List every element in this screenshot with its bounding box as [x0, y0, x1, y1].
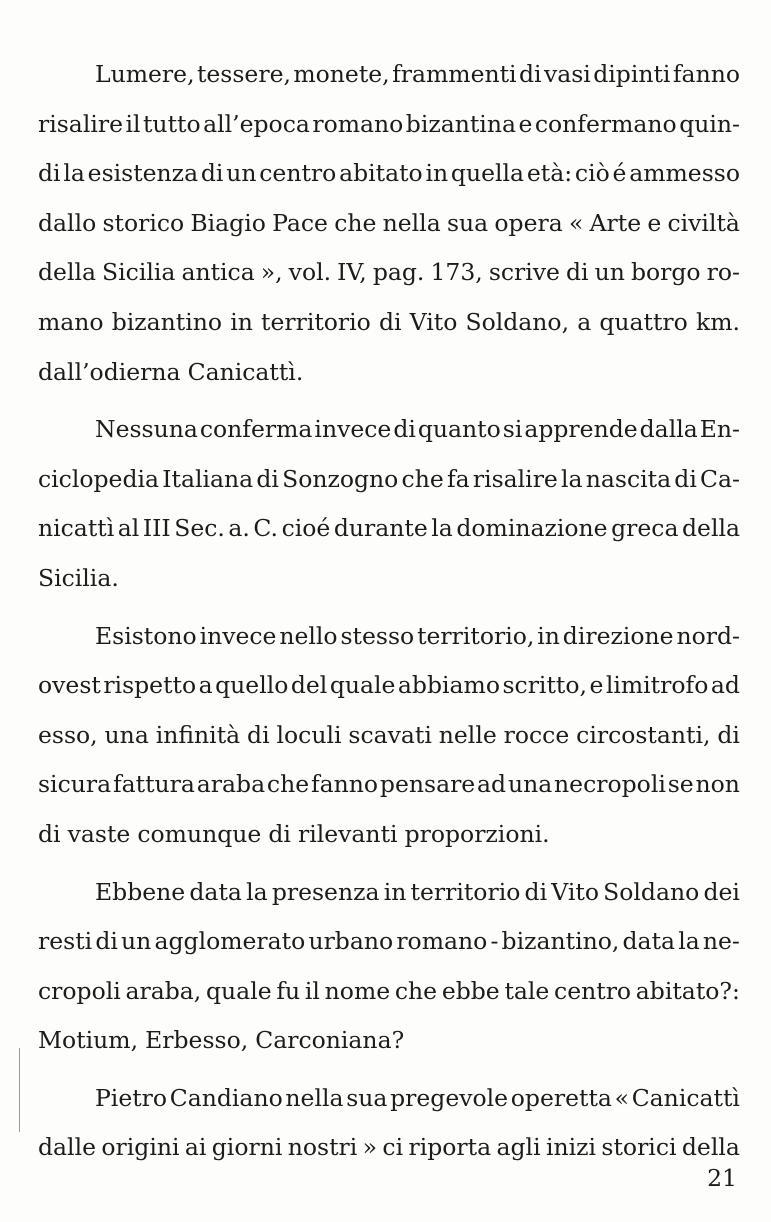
- text-line: ciclopedia Italiana di Sonzogno che fa risalire la nascita di Ca-: [38, 464, 740, 493]
- text-line: risalire il tutto all’epoca romano bizantina e confermano quin-: [38, 109, 740, 138]
- text-line: Lumere, tessere, monete, frammenti di vasi dipinti fanno: [95, 60, 740, 88]
- text-line: sicura fattura araba che fanno pensare ad una necropoli se non: [38, 770, 740, 799]
- paragraph: [38, 612, 740, 860]
- text-line: Ebbene data la presenza in territorio di Vito Soldano dei: [95, 877, 740, 906]
- text-line: dall’odierna Canicattì.: [38, 357, 304, 386]
- scan-edge-mark: [19, 1048, 20, 1132]
- text-line: cropoli araba, quale fu il nome che ebbe tale centro abitato?:: [38, 976, 740, 1005]
- text-line: di la esistenza di un centro abitato in quella età: ciò é ammesso: [38, 159, 740, 188]
- paragraph: [38, 405, 740, 603]
- text-line: Pietro Candiano nella sua pregevole operetta « Canicattì: [95, 1083, 740, 1112]
- text-line: mano bizantino in territorio di Vito Soldano, a quattro km.: [38, 307, 740, 336]
- text-line: Motium, Erbesso, Carconiana?: [38, 1026, 405, 1055]
- paragraph: [38, 868, 740, 1066]
- paragraph: [38, 1074, 740, 1173]
- text-line: di vaste comunque di rilevanti proporzioni.: [38, 819, 550, 848]
- paragraph: [38, 50, 740, 397]
- text-line: esso, una infinità di loculi scavati nelle rocce circostanti, di: [38, 720, 740, 749]
- text-line: dallo storico Biagio Pace che nella sua opera « Arte e civiltà: [38, 208, 740, 237]
- text-line: Nessuna conferma invece di quanto si apprende dalla En-: [95, 415, 740, 444]
- text-line: dalle origini ai giorni nostri » ci riporta agli inizi storici della: [38, 1133, 740, 1162]
- text-line: Esistono invece nello stesso territorio, in direzione nord-: [95, 621, 740, 650]
- text-line: ovest rispetto a quello del quale abbiamo scritto, e limitrofo ad: [38, 671, 740, 700]
- body-text: [38, 50, 740, 1173]
- text-line: resti di un agglomerato urbano romano - bizantino, data la ne-: [38, 927, 740, 956]
- page-number: 21: [707, 1164, 737, 1192]
- text-line: Sicilia.: [38, 563, 119, 592]
- text-line: nicattì al III Sec. a. C. cioé durante la dominazione greca della: [38, 514, 740, 543]
- text-line: della Sicilia antica », vol. IV, pag. 173, scrive di un borgo ro-: [38, 258, 740, 287]
